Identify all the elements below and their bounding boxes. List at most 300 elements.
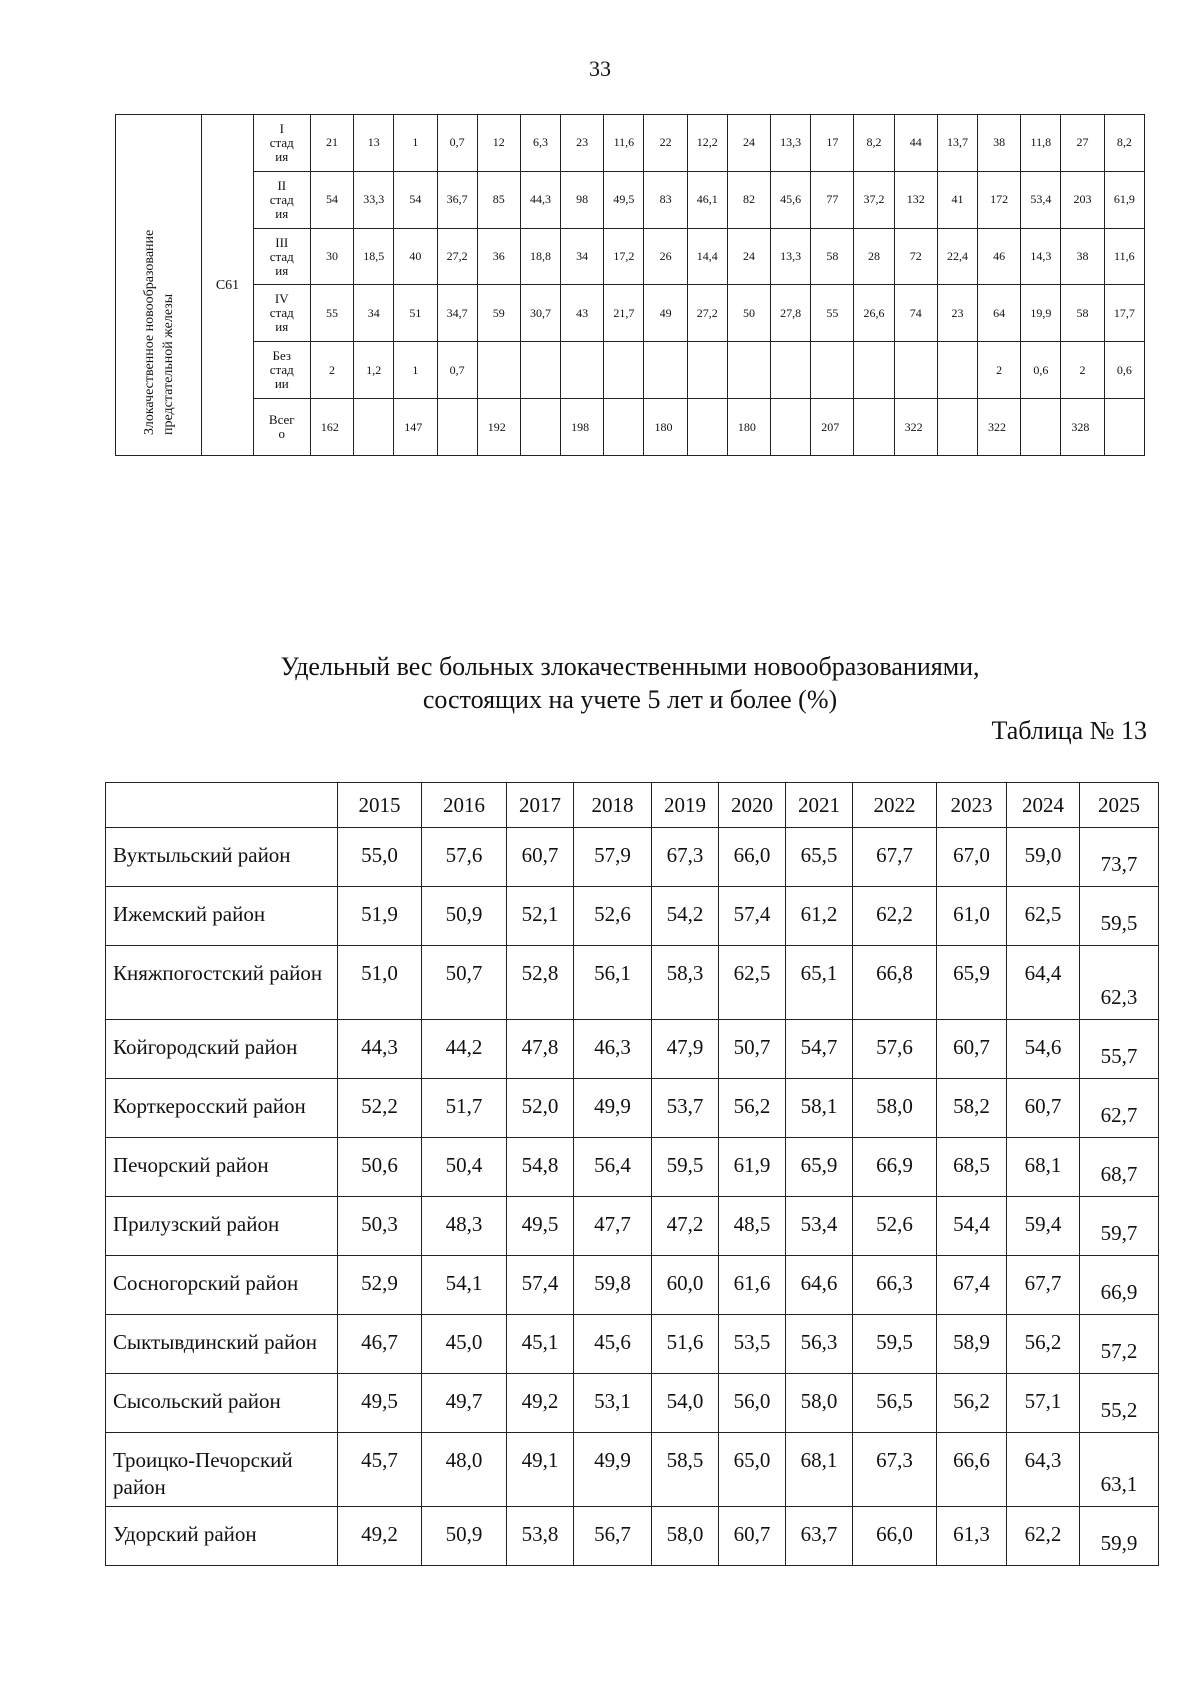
stage-value: 0,6 — [1104, 342, 1144, 399]
value-cell: 50,9 — [422, 1507, 507, 1566]
year-header: 2023 — [937, 783, 1007, 828]
value-cell: 58,0 — [786, 1374, 853, 1433]
stage-value — [771, 342, 811, 399]
header-row — [106, 783, 1159, 828]
stage-label — [253, 399, 310, 456]
value-cell: 47,7 — [574, 1197, 652, 1256]
value-cell: 68,1 — [786, 1433, 853, 1507]
year-header: 2021 — [786, 783, 853, 828]
stage-label-line: стад — [269, 191, 294, 207]
value-cell: 68,7 — [1080, 1138, 1159, 1197]
value-cell: 44,2 — [422, 1020, 507, 1079]
stage-value: 44 — [894, 115, 937, 172]
stage-value: 23 — [937, 285, 977, 342]
stage-value: 33,3 — [354, 171, 394, 228]
stage-value: 180 — [727, 399, 770, 456]
value-cell: 65,9 — [937, 946, 1007, 1020]
value-cell: 49,2 — [507, 1374, 574, 1433]
value-cell: 56,7 — [574, 1507, 652, 1566]
stage-value: 27,2 — [437, 228, 477, 285]
stage-value: 2 — [310, 342, 353, 399]
stage-value — [727, 342, 770, 399]
value-cell: 62,3 — [1080, 946, 1159, 1020]
value-cell: 57,6 — [422, 828, 507, 887]
value-cell: 54,0 — [652, 1374, 719, 1433]
stage-label-line: III — [275, 234, 289, 250]
value-cell: 66,0 — [719, 828, 786, 887]
table-row — [106, 1315, 1159, 1374]
value-cell: 51,0 — [338, 946, 422, 1020]
stage-value: 54 — [310, 171, 353, 228]
district-name: Княжпогостский район — [106, 946, 338, 1020]
stage-value: 24 — [727, 115, 770, 172]
stage-value: 14,3 — [1021, 228, 1061, 285]
stage-label-line: Всег — [268, 412, 295, 428]
value-cell: 53,5 — [719, 1315, 786, 1374]
table-row — [106, 1138, 1159, 1197]
value-cell: 60,7 — [507, 828, 574, 887]
value-cell: 51,9 — [338, 887, 422, 946]
stage-value: 44,3 — [520, 171, 560, 228]
stage-value: 17 — [811, 115, 854, 172]
stage-value: 19,9 — [1021, 285, 1061, 342]
stage-value — [687, 342, 727, 399]
stage-label — [253, 171, 310, 228]
stage-value: 58 — [1061, 285, 1104, 342]
value-cell: 59,9 — [1080, 1507, 1159, 1566]
table-row — [106, 946, 1159, 1020]
district-name: Сосногорский район — [106, 1256, 338, 1315]
value-cell: 61,6 — [719, 1256, 786, 1315]
value-cell: 50,3 — [338, 1197, 422, 1256]
stage-value: 98 — [561, 171, 604, 228]
stage-value: 54 — [394, 171, 437, 228]
value-cell: 55,2 — [1080, 1374, 1159, 1433]
stage-value: 34,7 — [437, 285, 477, 342]
stage-value — [811, 342, 854, 399]
stage-value: 17,7 — [1104, 285, 1144, 342]
district-name: Койгородский район — [106, 1020, 338, 1079]
stage-label-line: I — [279, 120, 284, 136]
stage-value: 50 — [727, 285, 770, 342]
stage-value: 22,4 — [937, 228, 977, 285]
value-cell: 60,7 — [719, 1507, 786, 1566]
value-cell: 57,1 — [1007, 1374, 1080, 1433]
value-cell: 55,0 — [338, 828, 422, 887]
value-cell: 46,3 — [574, 1020, 652, 1079]
stage-value — [854, 399, 894, 456]
value-cell: 73,7 — [1080, 828, 1159, 887]
value-cell: 60,7 — [1007, 1079, 1080, 1138]
stage-value: 28 — [854, 228, 894, 285]
district-name: Троицко-Печорский район — [106, 1433, 338, 1507]
icd-code-cell: С61 — [202, 115, 253, 456]
value-cell: 47,2 — [652, 1197, 719, 1256]
stage-value: 13,7 — [937, 115, 977, 172]
stage-value: 322 — [978, 399, 1021, 456]
stage-label-line: ии — [274, 376, 289, 392]
stage-label-line: IV — [274, 291, 289, 307]
stage-value: 8,2 — [854, 115, 894, 172]
value-cell: 44,3 — [338, 1020, 422, 1079]
stage-label-line: ия — [275, 319, 289, 335]
value-cell: 62,7 — [1080, 1079, 1159, 1138]
value-cell: 60,7 — [937, 1020, 1007, 1079]
stage-label-line: ия — [275, 148, 289, 164]
stage-value — [354, 399, 394, 456]
stage-value: 49 — [644, 285, 687, 342]
stage-row — [116, 228, 1145, 285]
stage-value: 83 — [644, 171, 687, 228]
stage-label-line: о — [278, 426, 286, 442]
value-cell: 45,6 — [574, 1315, 652, 1374]
stage-label-line: Без — [272, 348, 292, 364]
stage-value: 51 — [394, 285, 437, 342]
value-cell: 59,8 — [574, 1256, 652, 1315]
year-header: 2020 — [719, 783, 786, 828]
value-cell: 57,6 — [853, 1020, 937, 1079]
value-cell: 48,3 — [422, 1197, 507, 1256]
stage-value: 2 — [1061, 342, 1104, 399]
value-cell: 57,2 — [1080, 1315, 1159, 1374]
year-header: 2022 — [853, 783, 937, 828]
stage-value: 22 — [644, 115, 687, 172]
stage-value: 43 — [561, 285, 604, 342]
value-cell: 54,1 — [422, 1256, 507, 1315]
stage-value — [604, 399, 644, 456]
stage-label — [253, 342, 310, 399]
year-header: 2015 — [338, 783, 422, 828]
value-cell: 67,0 — [937, 828, 1007, 887]
value-cell: 58,0 — [652, 1507, 719, 1566]
stage-value — [1021, 399, 1061, 456]
stage-value: 30,7 — [520, 285, 560, 342]
stage-table — [115, 114, 1145, 456]
table-row — [106, 1256, 1159, 1315]
stage-value: 6,3 — [520, 115, 560, 172]
value-cell: 49,7 — [422, 1374, 507, 1433]
value-cell: 59,5 — [853, 1315, 937, 1374]
table-row — [106, 1433, 1159, 1507]
stage-value: 0,6 — [1021, 342, 1061, 399]
value-cell: 54,6 — [1007, 1020, 1080, 1079]
value-cell: 54,2 — [652, 887, 719, 946]
district-name: Корткеросский район — [106, 1079, 338, 1138]
stage-value: 11,8 — [1021, 115, 1061, 172]
stage-label-line: стад — [269, 305, 294, 321]
value-cell: 60,0 — [652, 1256, 719, 1315]
value-cell: 66,9 — [1080, 1256, 1159, 1315]
stage-value: 207 — [811, 399, 854, 456]
value-cell: 49,1 — [507, 1433, 574, 1507]
stage-value: 27 — [1061, 115, 1104, 172]
year-header: 2017 — [507, 783, 574, 828]
stage-value: 2 — [978, 342, 1021, 399]
table-row — [106, 1197, 1159, 1256]
stage-row — [116, 115, 1145, 172]
stage-value — [937, 399, 977, 456]
value-cell: 59,7 — [1080, 1197, 1159, 1256]
stage-value: 61,9 — [1104, 171, 1144, 228]
stage-value: 82 — [727, 171, 770, 228]
table-row — [106, 1374, 1159, 1433]
value-cell: 56,3 — [786, 1315, 853, 1374]
value-cell: 62,2 — [853, 887, 937, 946]
value-cell: 50,6 — [338, 1138, 422, 1197]
stage-value — [561, 342, 604, 399]
stage-value — [644, 342, 687, 399]
value-cell: 65,5 — [786, 828, 853, 887]
value-cell: 54,4 — [937, 1197, 1007, 1256]
district-name: Вуктыльский район — [106, 828, 338, 887]
stage-value — [854, 342, 894, 399]
value-cell: 55,7 — [1080, 1020, 1159, 1079]
value-cell: 56,2 — [1007, 1315, 1080, 1374]
value-cell: 64,3 — [1007, 1433, 1080, 1507]
stage-value — [477, 342, 520, 399]
value-cell: 58,1 — [786, 1079, 853, 1138]
stage-value: 53,4 — [1021, 171, 1061, 228]
value-cell: 58,0 — [853, 1079, 937, 1138]
stage-value: 322 — [894, 399, 937, 456]
stage-value: 30 — [310, 228, 353, 285]
stage-label — [253, 115, 310, 172]
cancer-type-cell — [116, 115, 202, 456]
stage-value — [771, 399, 811, 456]
value-cell: 48,0 — [422, 1433, 507, 1507]
stage-value: 172 — [978, 171, 1021, 228]
stage-value — [520, 342, 560, 399]
value-cell: 56,1 — [574, 946, 652, 1020]
stage-value: 12 — [477, 115, 520, 172]
table-title — [0, 650, 1200, 716]
stage-row — [116, 399, 1145, 456]
year-header: 2016 — [422, 783, 507, 828]
stage-value — [604, 342, 644, 399]
value-cell: 57,4 — [507, 1256, 574, 1315]
stage-value — [687, 399, 727, 456]
value-cell: 67,7 — [1007, 1256, 1080, 1315]
value-cell: 53,1 — [574, 1374, 652, 1433]
stage-label — [253, 285, 310, 342]
value-cell: 49,2 — [338, 1507, 422, 1566]
stage-value: 26 — [644, 228, 687, 285]
value-cell: 51,7 — [422, 1079, 507, 1138]
value-cell: 68,1 — [1007, 1138, 1080, 1197]
value-cell: 50,7 — [422, 946, 507, 1020]
table-row — [106, 1020, 1159, 1079]
stage-label-line: стад — [269, 134, 294, 150]
stage-value: 34 — [561, 228, 604, 285]
stage-value: 41 — [937, 171, 977, 228]
stage-row — [116, 285, 1145, 342]
cancer-type-label: Злокачественное новообразование предстательной железы — [141, 229, 176, 435]
value-cell: 45,7 — [338, 1433, 422, 1507]
stage-value: 13,3 — [771, 228, 811, 285]
value-cell: 52,8 — [507, 946, 574, 1020]
value-cell: 61,9 — [719, 1138, 786, 1197]
stage-label — [253, 228, 310, 285]
value-cell: 58,3 — [652, 946, 719, 1020]
value-cell: 56,0 — [719, 1374, 786, 1433]
table-number: Таблица № 13 — [991, 716, 1147, 745]
value-cell: 49,5 — [507, 1197, 574, 1256]
stage-value: 11,6 — [1104, 228, 1144, 285]
stage-value: 192 — [477, 399, 520, 456]
value-cell: 52,9 — [338, 1256, 422, 1315]
stage-value — [894, 342, 937, 399]
value-cell: 47,8 — [507, 1020, 574, 1079]
stage-value: 203 — [1061, 171, 1104, 228]
district-name: Печорский район — [106, 1138, 338, 1197]
stage-value: 55 — [811, 285, 854, 342]
value-cell: 64,6 — [786, 1256, 853, 1315]
value-cell: 45,0 — [422, 1315, 507, 1374]
district-name: Удорский район — [106, 1507, 338, 1566]
value-cell: 64,4 — [1007, 946, 1080, 1020]
stage-value: 38 — [978, 115, 1021, 172]
stage-value: 0,7 — [437, 342, 477, 399]
stage-value: 11,6 — [604, 115, 644, 172]
stage-value: 85 — [477, 171, 520, 228]
table-row — [106, 1079, 1159, 1138]
stage-value: 55 — [310, 285, 353, 342]
stage-value: 14,4 — [687, 228, 727, 285]
stage-value: 18,8 — [520, 228, 560, 285]
stage-value: 132 — [894, 171, 937, 228]
stage-value: 27,8 — [771, 285, 811, 342]
value-cell: 53,7 — [652, 1079, 719, 1138]
stage-value: 0,7 — [437, 115, 477, 172]
value-cell: 62,2 — [1007, 1507, 1080, 1566]
corner-cell — [106, 783, 338, 828]
main-table — [105, 782, 1159, 1566]
value-cell: 49,5 — [338, 1374, 422, 1433]
value-cell: 54,7 — [786, 1020, 853, 1079]
stage-value: 21 — [310, 115, 353, 172]
stage-value — [437, 399, 477, 456]
value-cell: 66,9 — [853, 1138, 937, 1197]
stage-value — [937, 342, 977, 399]
stage-value: 74 — [894, 285, 937, 342]
district-name: Сысольский район — [106, 1374, 338, 1433]
stage-label-line: ия — [275, 205, 289, 221]
year-header: 2018 — [574, 783, 652, 828]
value-cell: 56,4 — [574, 1138, 652, 1197]
value-cell: 58,9 — [937, 1315, 1007, 1374]
stage-value: 38 — [1061, 228, 1104, 285]
stage-value: 13 — [354, 115, 394, 172]
stage-value: 21,7 — [604, 285, 644, 342]
value-cell: 53,4 — [786, 1197, 853, 1256]
stage-value: 23 — [561, 115, 604, 172]
stage-value: 147 — [394, 399, 437, 456]
stage-label-line: стад — [269, 248, 294, 264]
stage-value: 58 — [811, 228, 854, 285]
value-cell: 57,9 — [574, 828, 652, 887]
stage-value: 162 — [310, 399, 353, 456]
stage-value: 36,7 — [437, 171, 477, 228]
value-cell: 62,5 — [1007, 887, 1080, 946]
value-cell: 59,0 — [1007, 828, 1080, 887]
value-cell: 49,9 — [574, 1079, 652, 1138]
title-line: Удельный вес больных злокачественными новообразованиями, — [280, 652, 980, 681]
stage-value: 40 — [394, 228, 437, 285]
district-name: Прилузский район — [106, 1197, 338, 1256]
value-cell: 52,1 — [507, 887, 574, 946]
table-row — [106, 1507, 1159, 1566]
value-cell: 62,5 — [719, 946, 786, 1020]
value-cell: 59,4 — [1007, 1197, 1080, 1256]
table-row — [106, 887, 1159, 946]
value-cell: 63,7 — [786, 1507, 853, 1566]
value-cell: 68,5 — [937, 1138, 1007, 1197]
value-cell: 66,8 — [853, 946, 937, 1020]
value-cell: 56,2 — [937, 1374, 1007, 1433]
value-cell: 66,3 — [853, 1256, 937, 1315]
value-cell: 46,7 — [338, 1315, 422, 1374]
value-cell: 61,3 — [937, 1507, 1007, 1566]
stage-value: 34 — [354, 285, 394, 342]
stage-value: 1,2 — [354, 342, 394, 399]
stage-value: 180 — [644, 399, 687, 456]
value-cell: 58,5 — [652, 1433, 719, 1507]
value-cell: 50,9 — [422, 887, 507, 946]
value-cell: 67,3 — [652, 828, 719, 887]
table-row — [106, 828, 1159, 887]
stage-value: 24 — [727, 228, 770, 285]
stage-value: 27,2 — [687, 285, 727, 342]
value-cell: 61,0 — [937, 887, 1007, 946]
stage-value: 77 — [811, 171, 854, 228]
stage-value — [1104, 399, 1144, 456]
stage-value: 18,5 — [354, 228, 394, 285]
stage-value: 26,6 — [854, 285, 894, 342]
value-cell: 66,6 — [937, 1433, 1007, 1507]
value-cell: 48,5 — [719, 1197, 786, 1256]
value-cell: 65,9 — [786, 1138, 853, 1197]
value-cell: 66,0 — [853, 1507, 937, 1566]
value-cell: 53,8 — [507, 1507, 574, 1566]
value-cell: 57,4 — [719, 887, 786, 946]
value-cell: 67,7 — [853, 828, 937, 887]
value-cell: 49,9 — [574, 1433, 652, 1507]
stage-value: 1 — [394, 115, 437, 172]
value-cell: 63,1 — [1080, 1433, 1159, 1507]
stage-value: 64 — [978, 285, 1021, 342]
district-name: Ижемский район — [106, 887, 338, 946]
stage-value: 328 — [1061, 399, 1104, 456]
stage-value: 1 — [394, 342, 437, 399]
value-cell: 61,2 — [786, 887, 853, 946]
value-cell: 52,2 — [338, 1079, 422, 1138]
page-number: 33 — [589, 56, 611, 81]
stage-value: 46,1 — [687, 171, 727, 228]
stage-value: 37,2 — [854, 171, 894, 228]
value-cell: 50,4 — [422, 1138, 507, 1197]
value-cell: 54,8 — [507, 1138, 574, 1197]
title-line: состоящих на учете 5 лет и более (%) — [422, 685, 838, 714]
value-cell: 58,2 — [937, 1079, 1007, 1138]
stage-value: 72 — [894, 228, 937, 285]
value-cell: 51,6 — [652, 1315, 719, 1374]
stage-row — [116, 171, 1145, 228]
value-cell: 56,5 — [853, 1374, 937, 1433]
stage-value: 198 — [561, 399, 604, 456]
value-cell: 52,6 — [574, 887, 652, 946]
value-cell: 67,3 — [853, 1433, 937, 1507]
value-cell: 45,1 — [507, 1315, 574, 1374]
